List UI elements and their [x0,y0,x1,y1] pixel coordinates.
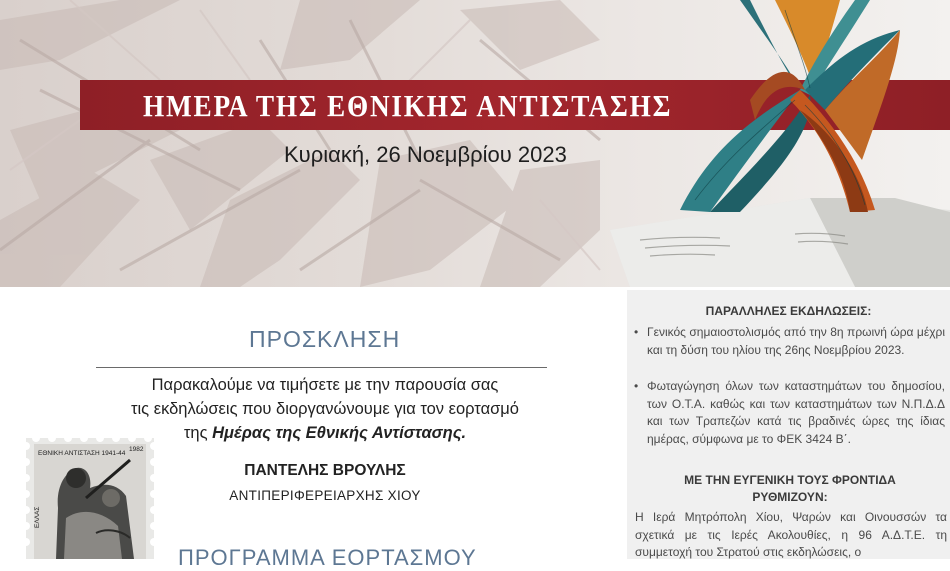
stamp-year: 1982 [129,446,144,453]
stamp-caption: ΕΘΝΙΚΗ ΑΝΤΙΣΤΑΣΗ 1941-44 [38,450,126,457]
invitation-title: ΠΡΟΣΚΛΗΣΗ [249,326,401,352]
parallel-event-item [635,378,945,448]
event-name-emphasis: Ημέρας της Εθνικής Αντίστασης. [212,424,467,442]
event-date: Κυριακή, 26 Νοεμβρίου 2023 [284,142,567,167]
invitation-line: τις εκδηλώσεις που διοργανώνουμε για τον εορτασμό [131,400,519,418]
parallel-event-text: Φωταγώγηση όλων των καταστημάτων του δημοσίου, των Ο.Τ.Α. καθώς και των καταστημάτων των Ν.Π.Δ.Δ και των Τραπεζών κατά τις βραδινές ώρες της ίδιας ημέρας, σύμφωνα με το ΦΕΚ 3424 Β΄. [647,379,945,446]
organizers-text: Η Ιερά Μητρόπολη Χίου, Ψαρών και Οινουσσών τα σχετικά με τις Ιερές Ακολουθίες, η 96 Α.Δ.Τ.Ε. τη συμμετοχή του Στρατού στις εκδηλώσεις, ο [635,510,947,559]
invitation-line-prefix: της [183,424,213,442]
bullet: • [634,325,639,339]
invitation-line: Παρακαλούμε να τιμήσετε με την παρουσία σας [151,376,499,394]
stamp-country: ΕΛΛΑΣ [34,506,41,528]
parallel-events-panel [627,290,950,559]
parallel-event-text: Γενικός σημαιοστολισμός από την 8η πρωινή ώρα μέχρι και τη δύση του ηλίου της 26ης Νοεμβρίου 2023. [647,325,945,357]
signer-role: ΑΝΤΙΠΕΡΙΦΕΡΕΙΑΡΧΗΣ ΧΙΟΥ [229,488,421,503]
parallel-event-item [635,324,945,359]
program-title: ΠΡΟΓΡΑΜΜΑ ΕΟΡΤΑΣΜΟΥ [178,545,477,570]
invitation-text [100,373,550,445]
signer-name: ΠΑΝΤΕΛΗΣ ΒΡΟΥΛΗΣ [244,462,406,479]
resistance-monument-image [600,0,950,287]
invitation-line [100,421,550,445]
organizers-subtitle: ΜΕ ΤΗΝ ΕΥΓΕΝΙΚΗ ΤΟΥΣ ΦΡΟΝΤΙΔΑ ΡΥΘΜΙΖΟΥΝ: [684,473,896,504]
commemorative-stamp-image [26,438,154,559]
bullet: • [634,379,639,393]
page-title: ΗΜΕΡΑ ΤΗΣ ΕΘΝΙΚΗΣ ΑΝΤΙΣΤΑΣΗΣ [143,88,673,123]
divider [96,367,547,368]
parallel-events-title: ΠΑΡΑΛΛΗΛΕΣ ΕΚΔΗΛΩΣΕΙΣ: [705,304,872,318]
